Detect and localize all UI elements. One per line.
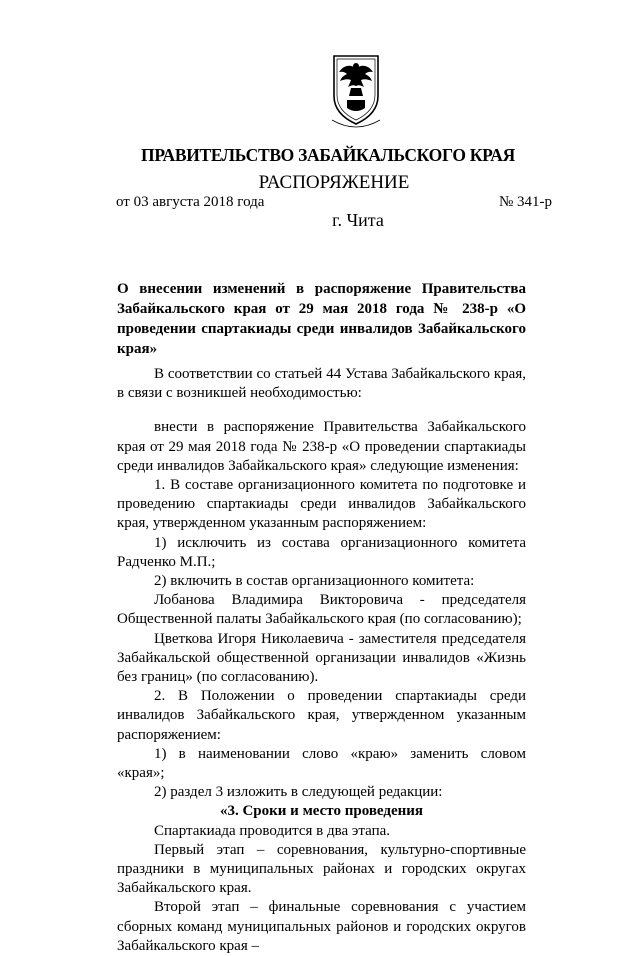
paragraph-member-tsvetkov: Цветкова Игоря Николаевича - заместителя председателя Забайкальской общественной организации инвалидов «Жизнь без границ» (по согласованию). — [117, 630, 526, 686]
document-type: РАСПОРЯЖЕНИЕ — [258, 172, 410, 193]
section-heading: «3. Сроки и место проведения — [219, 803, 424, 820]
document-date: от 03 августа 2018 года — [116, 194, 265, 210]
paragraph-basis: В соответствии со статьей 44 Устава Забайкальского края, в связи с возникшей необходимостью: — [117, 366, 526, 402]
document-number: № 341-р — [498, 194, 552, 210]
paragraph-item-1: 1. В составе организационного комитета по подготовке и проведению спартакиады среди инвалидов Забайкальского края, утвержденном указанным распоряжением: — [117, 477, 526, 532]
paragraph-item-2-1: 1) в наименовании слово «краю» заменить словом «края»; — [117, 745, 526, 782]
coat-of-arms-emblem-icon — [330, 50, 382, 130]
paragraph-stage-2: Второй этап – финальные соревнования с участием сборных команд муниципальных районов и городских округов Забайкальского края – — [117, 899, 526, 954]
paragraph-item-2: 2. В Положении о проведении спартакиады среди инвалидов Забайкальского края, утвержденном указанным распоряжением: — [117, 688, 526, 743]
paragraph-item-2-2: 2) раздел 3 изложить в следующей редакции: — [154, 784, 443, 801]
paragraph-item-1-2: 2) включить в состав организационного комитета: — [154, 573, 475, 590]
paragraph-member-lobanov: Лобанова Владимира Викторовича - председателя Общественной палаты Забайкальского края (по согласованию); — [117, 592, 526, 628]
document-body — [117, 365, 526, 956]
paragraph-item-1-1: 1) исключить из состава организационного комитета Радченко М.П.; — [117, 534, 526, 570]
paragraph-stages: Спартакиада проводится в два этапа. — [154, 822, 391, 839]
paragraph-stage-1: Первый этап – соревнования, культурно-спортивные праздники в муниципальных районах и городских округах Забайкальского края. — [117, 841, 526, 897]
government-name: ПРАВИТЕЛЬСТВО ЗАБАЙКАЛЬСКОГО КРАЯ — [141, 145, 515, 165]
paragraph-resolution: внести в распоряжение Правительства Забайкальского края от 29 мая 2018 года № 238-р «О проведении спартакиады среди инвалидов Забайкальского края» следующие изменения: — [117, 419, 526, 474]
document-title: О внесении изменений в распоряжение Правительства Забайкальского края от 29 мая 2018 года № 238-р «О проведении спартакиады среди инвалидов Забайкальского края» — [117, 281, 526, 357]
document-city: г. Чита — [332, 210, 384, 230]
